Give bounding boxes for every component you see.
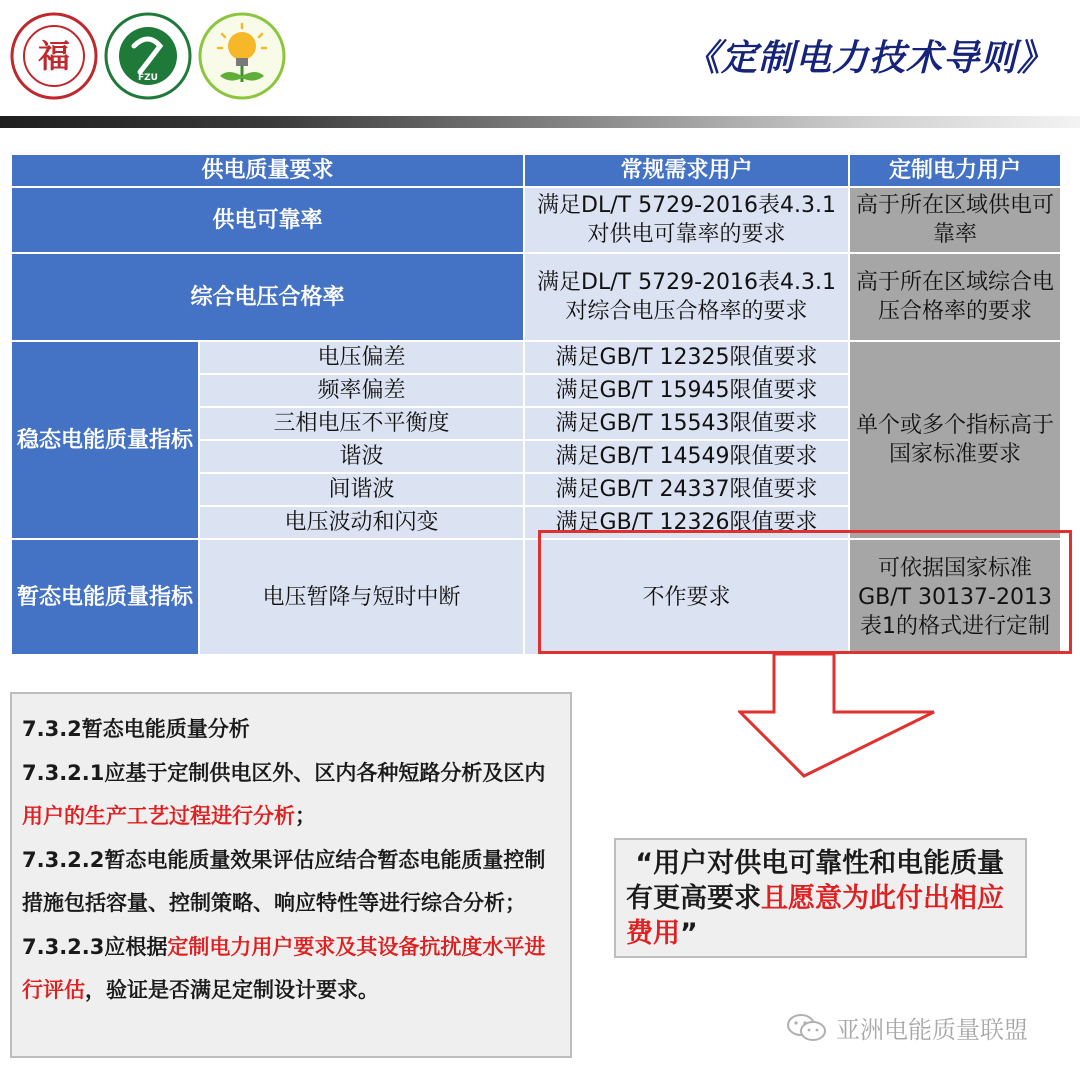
watermark-text: 亚洲电能质量联盟 [836,1016,1028,1044]
lightbulb-logo [198,12,286,100]
column-header-normal-user: 常规需求用户 [524,154,849,187]
notes-clause-1 [22,752,560,839]
voltage-rate-normal-cell: 满足DL/T 5729-2016表4.3.1对综合电压合格率的要求 [524,253,849,341]
steady-normal-cell: 满足GB/T 12326限值要求 [524,506,849,539]
quote-text [626,846,1015,951]
lightbulb-sprout-icon [198,12,286,100]
column-header-requirement: 供电质量要求 [11,154,524,187]
voltage-rate-custom-cell: 高于所在区域综合电压合格率的要求 [849,253,1061,341]
steady-item-cell: 谐波 [199,440,524,473]
table-row [11,341,1061,374]
steady-item-cell: 频率偏差 [199,374,524,407]
table-header-row [11,154,1061,187]
notes-clause-3 [22,926,560,1013]
quote-emphasis-text: 且愿意为此付出相应费用 [626,883,1004,949]
clause-3-text: 7.3.2.3应根据 [22,934,168,959]
row-label-steady-state: 稳态电能质量指标 [11,341,199,539]
fuzhou-university-seal-icon [10,12,98,100]
clause-3-end: ，验证是否满足定制设计要求。 [85,978,379,1002]
reliability-custom-cell: 高于所在区域供电可靠率 [849,187,1061,253]
header-divider [0,116,1080,128]
transient-normal-cell: 不作要求 [524,539,849,655]
steady-item-cell: 电压波动和闪变 [199,506,524,539]
table-row [11,539,1061,655]
clause-1-text: 7.3.2.1应基于定制供电区外、区内各种短路分析及区内 [22,760,546,785]
transient-item-cell: 电压暂降与短时中断 [199,539,524,655]
logo-caption: FZU [138,73,158,83]
clause-3-emphasis: 定制电力用户要求及其设备抗扰度水平进行评估 [22,934,546,1002]
steady-item-cell: 三相电压不平衡度 [199,407,524,440]
transient-custom-cell: 可依据国家标准GB/T 30137-2013表1的格式进行定制 [849,539,1061,655]
reliability-normal-cell: 满足DL/T 5729-2016表4.3.1对供电可靠率的要求 [524,187,849,253]
fzu-power-quality-center-emblem-icon [104,12,192,100]
page-title: 《定制电力技术导则》 [683,38,1054,79]
wechat-watermark [786,1010,1028,1045]
quote-close-mark: ” [680,918,698,949]
steady-item-cell: 电压偏差 [199,341,524,374]
clause-1-emphasis: 用户的生产工艺过程进行分析 [22,804,295,828]
steady-normal-cell: 满足GB/T 14549限值要求 [524,440,849,473]
steady-item-cell: 间谐波 [199,473,524,506]
fzu-center-logo [104,12,192,100]
steady-normal-cell: 满足GB/T 24337限值要求 [524,473,849,506]
steady-normal-cell: 满足GB/T 15945限值要求 [524,374,849,407]
notes-clause-2: 7.3.2.2暂态电能质量效果评估应结合暂态电能质量控制措施包括容量、控制策略、响应特性等进行综合分析； [22,847,546,915]
power-quality-requirements-table [10,153,1062,656]
wechat-icon [786,1013,828,1043]
customer-quote-box [614,838,1027,958]
steady-normal-cell: 满足GB/T 15543限值要求 [524,407,849,440]
steady-normal-cell: 满足GB/T 12325限值要求 [524,341,849,374]
down-arrow-icon [738,652,936,778]
clause-1-end: ； [295,804,316,828]
row-label-reliability: 供电可靠率 [11,187,524,253]
transient-analysis-notes [10,692,572,1058]
quote-main-text: 用户对供电可靠性和电能质量有更高要求 [626,848,1005,914]
notes-title: 7.3.2暂态电能质量分析 [22,717,250,741]
column-header-custom-user: 定制电力用户 [849,154,1061,187]
row-label-transient: 暂态电能质量指标 [11,539,199,655]
table-row [11,187,1061,253]
table-row [11,253,1061,341]
row-label-voltage-rate: 综合电压合格率 [11,253,524,341]
steady-custom-cell: 单个或多个指标高于国家标准要求 [849,341,1061,539]
logo-character: 福 [37,37,71,75]
fuzhou-university-logo [10,12,98,100]
quote-open-mark: “ [635,848,654,879]
